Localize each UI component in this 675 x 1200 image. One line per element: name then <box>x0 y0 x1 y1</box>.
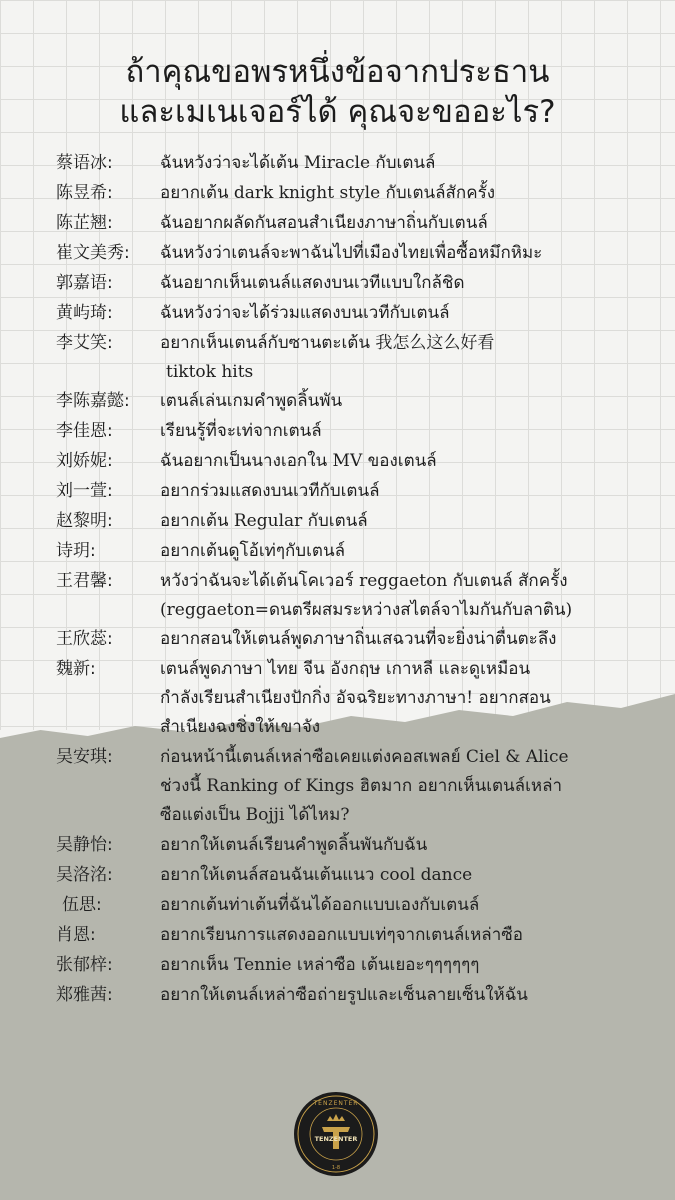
fan-name: 吴安琪: <box>56 747 113 767</box>
wish-line: (reggaeton=ดนตรีผสมระหว่างสไตล์จาไมกันกับลาติน) <box>160 600 573 620</box>
wish-line: อยากให้เตนล์เหล่าซือถ่ายรูปและเซ็นลายเซ็นให้ฉัน <box>160 985 528 1005</box>
fan-name: 刘一萱: <box>56 481 113 501</box>
wish-text <box>160 149 665 178</box>
fan-name: 刘娇妮: <box>56 451 113 471</box>
fan-name: 郑雅茜: <box>56 985 113 1005</box>
list-item <box>0 951 675 981</box>
wish-line: อยากเรียนการแสดงออกแบบเท่ๆจากเตนล์เหล่าซือ <box>160 925 523 945</box>
list-item <box>0 417 675 447</box>
list-item <box>0 831 675 861</box>
wish-text <box>160 951 665 980</box>
wish-line: อยากให้เตนล์สอนฉันเต้นแนว cool dance <box>160 865 473 885</box>
fan-name: 蔡语冰: <box>56 153 113 173</box>
list-item <box>0 891 675 921</box>
wish-line: สำเนียงฉงชิ่งให้เขาจัง <box>160 717 321 737</box>
list-item <box>0 921 675 951</box>
logo-date-text: 1-8 <box>331 1165 341 1171</box>
fan-name: 张郁梓: <box>56 955 113 975</box>
list-item <box>0 537 675 567</box>
fan-name: 郭嘉语: <box>56 273 113 293</box>
wish-line: ช่วงนี้ Ranking of Kings ฮิตมาก อยากเห็นเตนล์เหล่า <box>160 776 563 796</box>
wish-text <box>160 861 665 890</box>
fan-name: 王君馨: <box>56 571 113 591</box>
list-item <box>0 447 675 477</box>
wish-line: อยากเห็น Tennie เหล่าซือ เต้นเยอะๆๆๆๆๆๆ <box>160 955 480 975</box>
page-title <box>0 52 675 132</box>
wish-text <box>160 209 665 238</box>
wish-line: อยากเต้น dark knight style กับเตนล์สักครั้ง <box>160 183 495 203</box>
wish-line: อยากสอนให้เตนล์พูดภาษาถิ่นเสฉวนที่จะยิ่งน่าตื่นตะลึง <box>160 629 557 649</box>
list-item <box>0 567 675 625</box>
list-item <box>0 507 675 537</box>
wish-text <box>160 655 665 742</box>
wish-text <box>160 537 665 566</box>
logo-wordmark: TENZENTER <box>314 1135 358 1143</box>
wish-line: เรียนรู้ที่จะเท่จากเตนล์ <box>160 421 322 441</box>
fan-name: 肖恩: <box>56 925 96 945</box>
fan-name: 吴洛洺: <box>56 865 113 885</box>
list-item <box>0 239 675 269</box>
fan-name: 李艾笑: <box>56 333 113 353</box>
wish-line: ฉันอยากเป็นนางเอกใน MV ของเตนล์ <box>160 451 437 471</box>
wish-text <box>160 299 665 328</box>
list-item <box>0 387 675 417</box>
wish-line: เตนล์เล่นเกมคำพูดลิ้นพัน <box>160 391 343 411</box>
wish-line: อยากให้เตนล์เรียนคำพูดลิ้นพันกับฉัน <box>160 835 428 855</box>
fan-name: 李佳恩: <box>56 421 113 441</box>
wish-text <box>160 507 665 536</box>
wish-line: ซือแต่งเป็น Bojji ได้ไหม? <box>160 805 350 825</box>
fan-name: 吴静怡: <box>56 835 113 855</box>
list-item <box>0 179 675 209</box>
wish-line: อยากเต้นท่าเต้นที่ฉันได้ออกแบบเองกับเตนล์ <box>160 895 480 915</box>
list-item <box>0 329 675 387</box>
wish-line: อยากร่วมแสดงบนเวทีกับเตนล์ <box>160 481 380 501</box>
list-item <box>0 477 675 507</box>
wish-text <box>160 329 665 387</box>
wish-line: ก่อนหน้านี้เตนล์เหล่าซือเคยแต่งคอสเพลย์ Ciel & Alice <box>160 747 569 767</box>
fan-name: 魏新: <box>56 659 96 679</box>
list-item <box>0 209 675 239</box>
wish-text <box>160 179 665 208</box>
wish-line: ฉันอยากผลัดกันสอนสำเนียงภาษาถิ่นกับเตนล์ <box>160 213 488 233</box>
wish-line: ฉันอยากเห็นเตนล์แสดงบนเวทีแบบใกล้ชิด <box>160 273 465 293</box>
wish-text <box>160 831 665 860</box>
title-line-1: ถ้าคุณขอพรหนึ่งข้อจากประธาน <box>125 54 550 90</box>
wish-text <box>160 567 665 625</box>
wish-list <box>0 149 675 1011</box>
list-item <box>0 861 675 891</box>
logo-arc-text: TENZENTER <box>313 1100 359 1107</box>
wish-text <box>160 743 665 830</box>
wish-line: อยากเต้นดูโอ้เท่ๆกับเตนล์ <box>160 541 345 561</box>
wish-line: tiktok hits <box>166 362 254 382</box>
fan-name: 李陈嘉懿: <box>56 391 130 411</box>
list-item <box>0 981 675 1011</box>
wish-line: หวังว่าฉันจะได้เต้นโคเวอร์ reggaeton กับเตนล์ สักครั้ง <box>160 571 568 591</box>
wish-line: อยากเต้น Regular กับเตนล์ <box>160 511 368 531</box>
fan-name: 陈昱希: <box>56 183 113 203</box>
wish-text <box>160 387 665 416</box>
wish-line: เตนล์พูดภาษา ไทย จีน อังกฤษ เกาหลี และดูเหมือน <box>160 659 531 679</box>
list-item <box>0 269 675 299</box>
fan-name: 陈芷翘: <box>56 213 113 233</box>
fan-name: 诗玥: <box>56 541 96 561</box>
wish-text <box>160 921 665 950</box>
fan-name: 崔文美秀: <box>56 243 130 263</box>
wish-text <box>160 269 665 298</box>
wish-text <box>160 417 665 446</box>
wish-text <box>160 981 665 1010</box>
wish-line: อยากเห็นเตนล์กับซานตะเต้น 我怎么这么好看 <box>160 333 495 353</box>
wish-text <box>160 625 665 654</box>
wish-line: กำลังเรียนสำเนียงปักกิ่ง อัจฉริยะทางภาษา! อยากสอน <box>160 688 551 708</box>
fan-name: 黄屿琦: <box>56 303 113 323</box>
wish-line: ฉันหวังว่าเตนล์จะพาฉันไปที่เมืองไทยเพื่อซื้อหมึกหิมะ <box>160 243 543 263</box>
wish-line: ฉันหวังว่าจะได้เต้น Miracle กับเตนล์ <box>160 153 436 173</box>
wish-line: ฉันหวังว่าจะได้ร่วมแสดงบนเวทีกับเตนล์ <box>160 303 450 323</box>
tenzenter-logo <box>293 1091 379 1177</box>
wish-text <box>160 891 665 920</box>
wish-text <box>160 447 665 476</box>
list-item <box>0 655 675 743</box>
list-item <box>0 625 675 655</box>
fan-name: 赵黎明: <box>56 511 113 531</box>
wish-text <box>160 477 665 506</box>
title-line-2: และเมเนเจอร์ได้ คุณจะขออะไร? <box>119 94 556 130</box>
list-item <box>0 299 675 329</box>
wish-text <box>160 239 665 268</box>
fan-name: 王欣蕊: <box>56 629 113 649</box>
list-item <box>0 743 675 831</box>
fan-name: 伍思: <box>62 895 102 915</box>
list-item <box>0 149 675 179</box>
